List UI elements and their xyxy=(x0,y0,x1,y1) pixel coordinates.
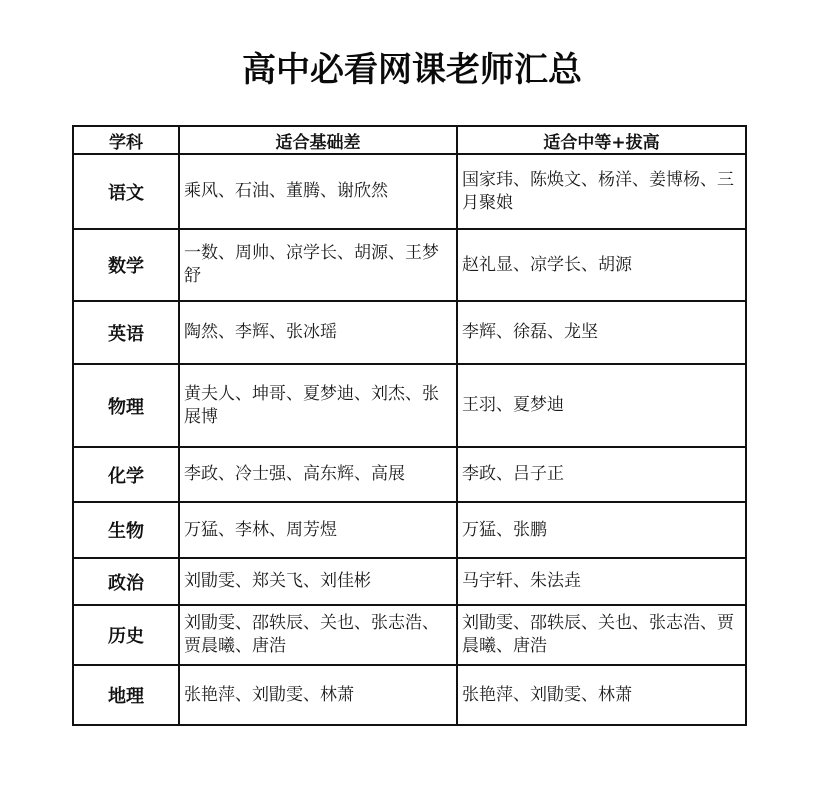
table-header-row xyxy=(73,126,746,154)
table-row xyxy=(73,229,746,301)
table-row xyxy=(73,154,746,229)
table-row xyxy=(73,447,746,502)
basic-teachers-cell: 李政、冷士强、高东辉、高展 xyxy=(179,447,457,502)
header-basic: 适合基础差 xyxy=(179,126,457,154)
basic-teachers-cell: 陶然、李辉、张冰瑶 xyxy=(179,301,457,364)
table-row xyxy=(73,665,746,725)
table-row xyxy=(73,301,746,364)
basic-teachers-cell: 黄夫人、坤哥、夏梦迪、刘杰、张展博 xyxy=(179,364,457,447)
basic-teachers-cell: 刘勖雯、郑关飞、刘佳彬 xyxy=(179,558,457,605)
advanced-teachers-cell: 马宇轩、朱法垚 xyxy=(457,558,746,605)
table-row xyxy=(73,502,746,558)
basic-teachers-cell: 张艳萍、刘勖雯、林萧 xyxy=(179,665,457,725)
advanced-teachers-cell: 万猛、张鹏 xyxy=(457,502,746,558)
subject-cell: 化学 xyxy=(73,447,179,502)
subject-cell: 历史 xyxy=(73,605,179,665)
advanced-teachers-cell: 赵礼显、凉学长、胡源 xyxy=(457,229,746,301)
advanced-teachers-cell: 王羽、夏梦迪 xyxy=(457,364,746,447)
basic-teachers-cell: 乘风、石油、董腾、谢欣然 xyxy=(179,154,457,229)
subject-cell: 地理 xyxy=(73,665,179,725)
subject-cell: 生物 xyxy=(73,502,179,558)
table-row xyxy=(73,558,746,605)
advanced-teachers-cell: 国家玮、陈焕文、杨洋、姜博杨、三月聚娘 xyxy=(457,154,746,229)
advanced-teachers-cell: 张艳萍、刘勖雯、林萧 xyxy=(457,665,746,725)
subject-cell: 英语 xyxy=(73,301,179,364)
page-title: 高中必看网课老师汇总 xyxy=(242,50,582,90)
advanced-teachers-cell: 李辉、徐磊、龙坚 xyxy=(457,301,746,364)
basic-teachers-cell: 一数、周帅、凉学长、胡源、王梦舒 xyxy=(179,229,457,301)
teacher-summary-table xyxy=(72,125,747,726)
subject-cell: 语文 xyxy=(73,154,179,229)
subject-cell: 政治 xyxy=(73,558,179,605)
header-advanced: 适合中等+拔高 xyxy=(457,126,746,154)
table-row xyxy=(73,605,746,665)
table-row xyxy=(73,364,746,447)
subject-cell: 物理 xyxy=(73,364,179,447)
subject-cell: 数学 xyxy=(73,229,179,301)
basic-teachers-cell: 万猛、李林、周芳煜 xyxy=(179,502,457,558)
basic-teachers-cell: 刘勖雯、邵轶辰、关也、张志浩、贾晨曦、唐浩 xyxy=(179,605,457,665)
advanced-teachers-cell: 刘勖雯、邵轶辰、关也、张志浩、贾晨曦、唐浩 xyxy=(457,605,746,665)
advanced-teachers-cell: 李政、吕子正 xyxy=(457,447,746,502)
header-subject: 学科 xyxy=(73,126,179,154)
